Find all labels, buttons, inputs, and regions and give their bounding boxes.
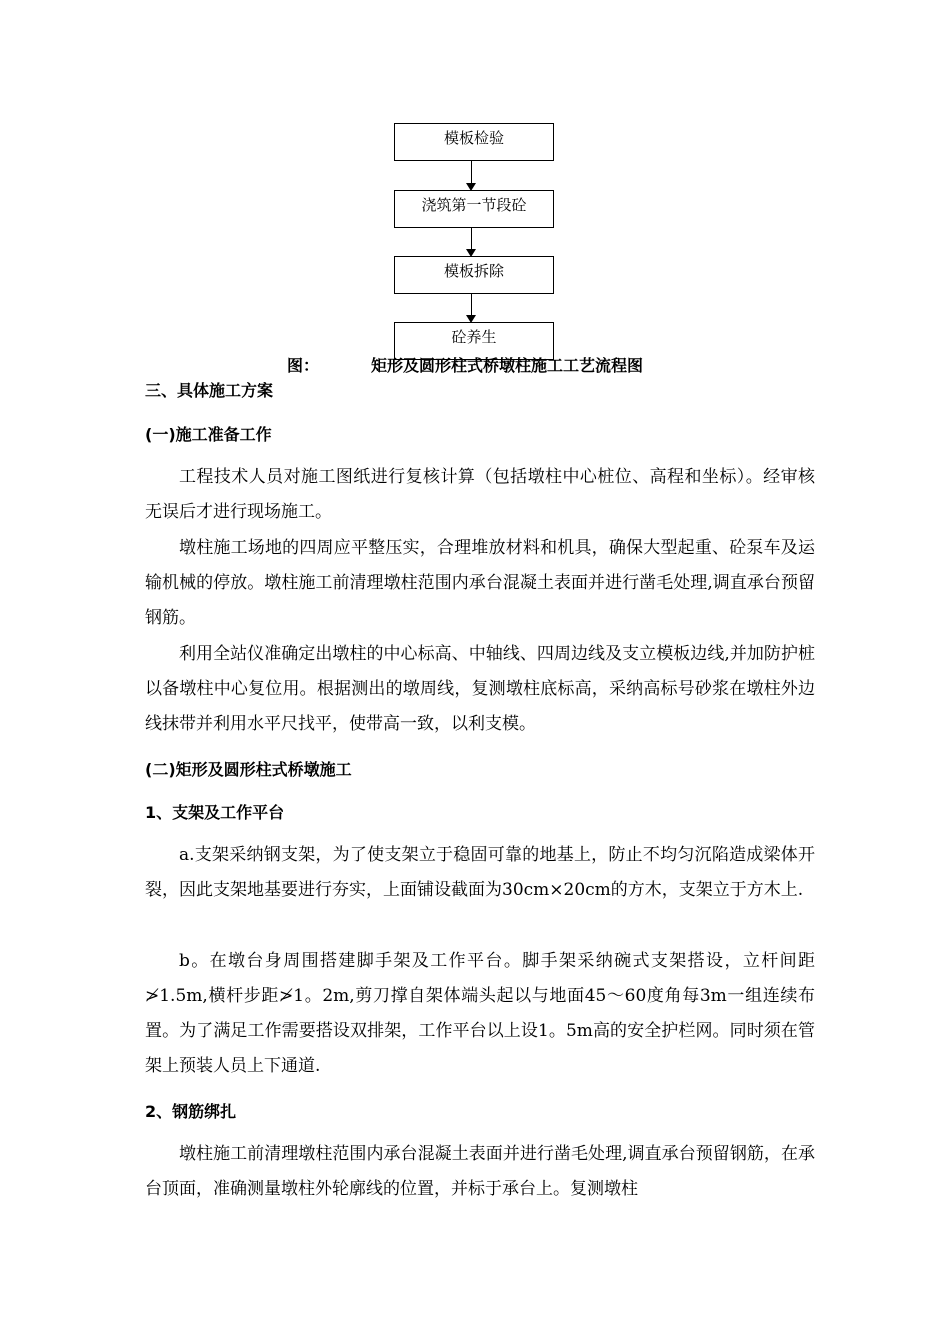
flow-step-formwork-inspection: 模板检验 bbox=[394, 123, 554, 161]
flow-arrow-line bbox=[471, 161, 472, 183]
subsection-heading: (一)施工准备工作 bbox=[145, 425, 272, 444]
flow-step-formwork-removal: 模板拆除 bbox=[394, 256, 554, 294]
flow-arrow-line bbox=[471, 294, 472, 315]
paragraph: b。在墩台身周围搭建脚手架及工作平台。脚手架采纳碗式支架搭设，立杆间距≯1.5m,横杆步距≯1。2m,剪刀撑自架体端头起以与地面45～60度角每3m一组连续布置。为了满足工作需要搭设双排架，工作平台以上设1。5m高的安全护栏网。同时须在管架上预装人员上下通道. bbox=[145, 951, 815, 1076]
figure-caption-title: 矩形及圆形柱式桥墩柱施工工艺流程图 bbox=[371, 356, 644, 375]
figure-caption-prefix: 图： bbox=[287, 356, 320, 375]
paragraph: 工程技术人员对施工图纸进行复核计算（包括墩柱中心桩位、高程和坐标）。经审核无误后才进行现场施工。 bbox=[145, 467, 815, 522]
flow-step-first-pour: 浇筑第一节段砼 bbox=[394, 190, 554, 228]
section-heading: 三、具体施工方案 bbox=[145, 381, 274, 400]
paragraph: a.支架采纳钢支架，为了使支架立于稳固可靠的地基上，防止不均匀沉陷造成梁体开裂，因此支架地基要进行夯实，上面铺设截面为30cm×20cm的方木，支架立于方木上. bbox=[145, 845, 815, 900]
paragraph: 利用全站仪准确定出墩柱的中心标高、中轴线、四周边线及支立模板边线,并加防护桩以备墩柱中心复位用。根据测出的墩周线，复测墩柱底标高，采纳高标号砂浆在墩柱外边线抹带并利用水平尺找平，使带高一致，以利支模。 bbox=[145, 644, 815, 734]
paragraph: 墩柱施工前清理墩柱范围内承台混凝土表面并进行凿毛处理,调直承台预留钢筋，在承台顶面，准确测量墩柱外轮廓线的位置，并标于承台上。复测墩柱 bbox=[145, 1144, 815, 1199]
flow-step-curing: 砼养生 bbox=[394, 322, 554, 360]
item-heading: 1、支架及工作平台 bbox=[145, 803, 285, 822]
paragraph: 墩柱施工场地的四周应平整压实，合理堆放材料和机具，确保大型起重、砼泵车及运输机械的停放。墩柱施工前清理墩柱范围内承台混凝土表面并进行凿毛处理,调直承台预留钢筋。 bbox=[145, 538, 815, 628]
flow-arrow-line bbox=[471, 228, 472, 249]
item-heading: 2、钢筋绑扎 bbox=[145, 1102, 237, 1121]
subsection-heading: (二)矩形及圆形柱式桥墩施工 bbox=[145, 760, 352, 779]
